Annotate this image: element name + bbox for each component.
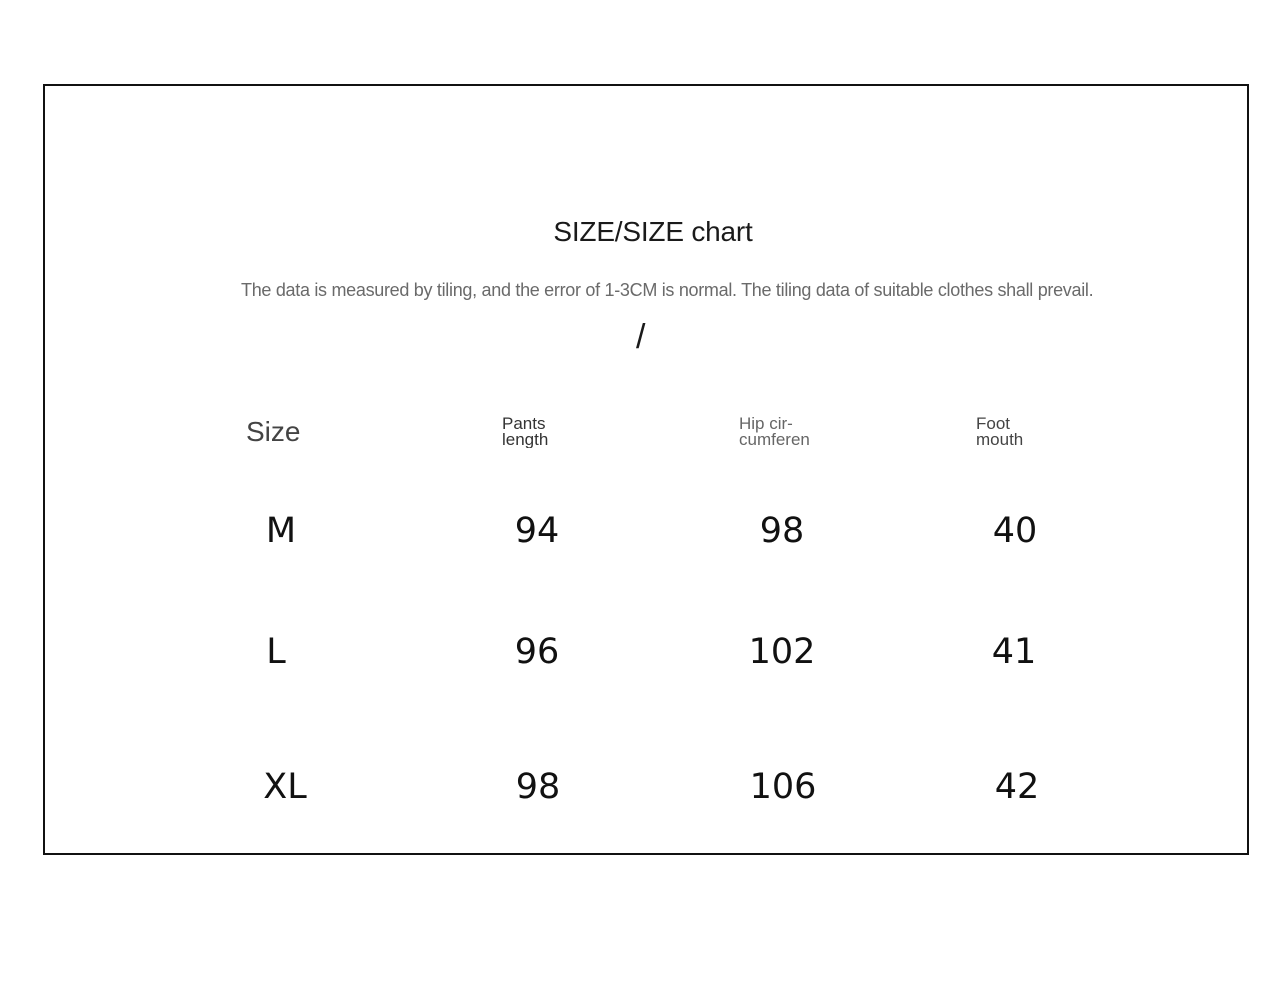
row-m-size: M [265,511,297,551]
header-foot-mouth [976,416,1066,448]
measurement-note: The data is measured by tiling, and the error of 1-3CM is normal. The tiling data of suitable clothes shall prevail. [241,280,1094,300]
header-pants-length [502,416,592,448]
size-chart-frame [43,84,1249,855]
header-hip-line1: Hip cir- [739,416,793,433]
chart-title: SIZE/SIZE chart [553,216,753,247]
row-l-foot-mouth: 41 [991,632,1037,672]
separator-slash: / [636,318,646,356]
row-xl-pants-length: 98 [515,767,561,807]
row-xl-foot-mouth: 42 [994,767,1040,807]
header-pants-line2: length [502,430,549,448]
header-foot-line1: Foot [976,416,1011,433]
row-m-pants-length: 94 [514,511,560,551]
row-l-hip: 102 [748,632,816,672]
row-m-foot-mouth: 40 [992,511,1038,551]
row-m-hip: 98 [759,511,805,551]
row-xl-size: XL [263,767,307,807]
header-foot-line2: mouth [976,430,1024,448]
header-size: Size [246,416,301,447]
row-l-size: L [266,632,286,672]
row-xl-hip: 106 [749,767,817,807]
row-l-pants-length: 96 [514,632,560,672]
header-pants-line1: Pants [502,416,546,433]
header-hip-line2: cumferen [739,430,810,448]
header-hip-circumference [739,416,817,448]
